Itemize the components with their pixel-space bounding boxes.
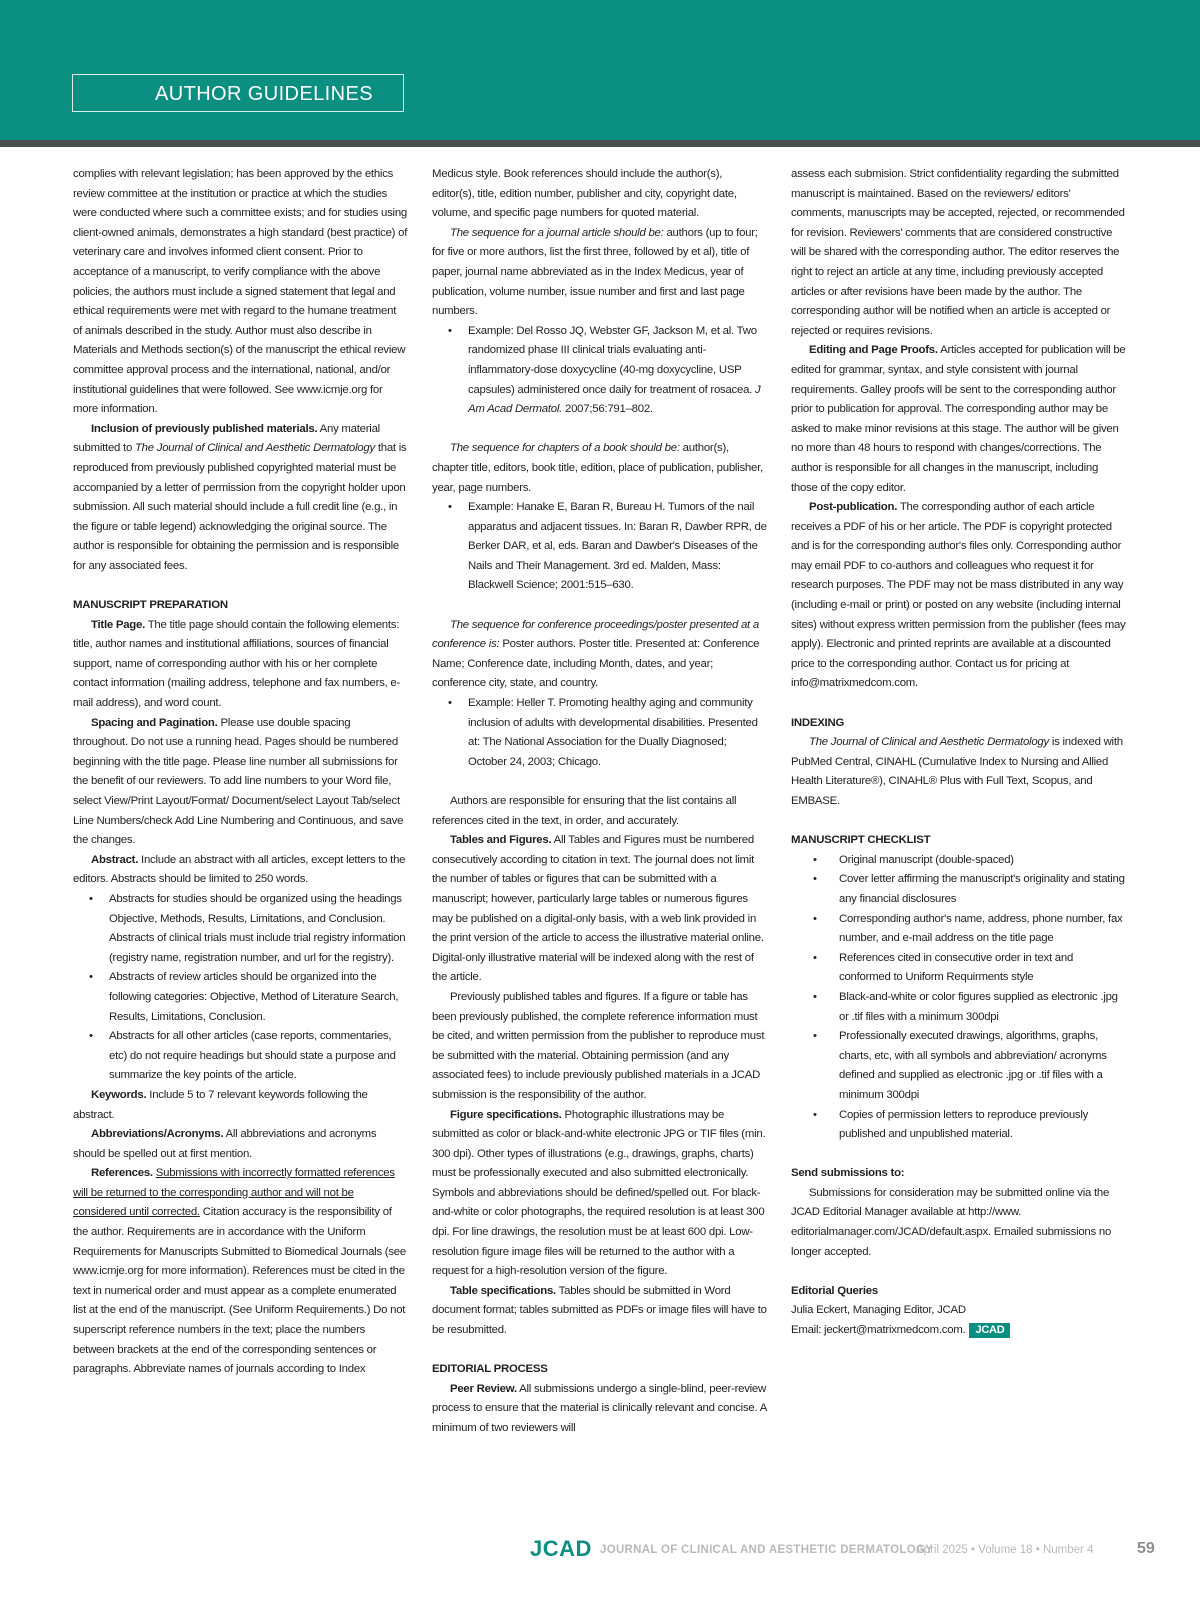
inline-heading: Tables and Figures.: [450, 834, 552, 847]
paragraph-references: [73, 1164, 408, 1380]
underlined-text: Submissions with incorrectly formatted references will be returned to the corresponding author and will not be considered until corrected.: [73, 1167, 395, 1219]
inline-heading: Inclusion of previously published materials.: [91, 422, 318, 435]
inline-heading: Keywords.: [91, 1088, 147, 1101]
inline-heading: Abstract.: [91, 853, 139, 866]
paragraph: assess each submision. Strict confidentiality regarding the submitted manuscript is maintained. Based on the reviewers/ editors' comments, manuscripts may be accepted, rejected, or recommended for revision. Reviewers' comments that are considered constructive will be shared with the corresponding author. The editor reserves the right to reject an article at any time, including previously accepted articles or after revisions have been made by the author. The corresponding author will be notified when an article is accepted or rejected or requires revisions.: [791, 168, 1125, 337]
text: All abbreviations and acronyms should be spelled out at first mention.: [73, 1128, 377, 1160]
text: author(s), chapter title, editors, book title, edition, place of publication, publisher, year, page numbers.: [432, 442, 763, 494]
text: Include 5 to 7 relevant keywords following the abstract.: [73, 1088, 368, 1121]
paragraph: Previously published tables and figures. If a figure or table has been previously published, the complete reference information must be cited, and written permission from the publisher to reproduce must be submitted with the material. Obtaining permission (and any associated fees) to include previously published materials in a JCAD submission is the responsibility of the author.: [432, 990, 765, 1101]
column-2: [432, 165, 767, 1439]
text: Please use double spacing throughout. Do not use a running head. Pages should be numbered beginning with the title page. Please line number all submissions for the benefit of our reviewers. To add line numbers to your Word file, select View/Print Layout/Format/ Document/select Layout Tab/select Line Numbers/check Add Line Numbering and Continuous, and save the changes.: [73, 716, 404, 847]
paragraph-journal-sequence: [432, 224, 767, 322]
page-number: 59: [1137, 1540, 1155, 1557]
inline-heading: Post-publication.: [809, 501, 898, 514]
paragraph-indexing: [791, 733, 1126, 811]
paragraph-inclusion: [73, 420, 408, 577]
text: All submissions undergo a single-blind, peer-review process to ensure that the material is clinically relevant and concise. A minimum of two reviewers will: [432, 1382, 767, 1434]
paragraph-peer-review: [432, 1380, 767, 1439]
section-heading: EDITORIAL PROCESS: [432, 1363, 548, 1376]
inline-heading: References.: [91, 1167, 153, 1180]
journal-abbrev: J Am Acad Dermatol.: [468, 383, 761, 416]
paragraph-conference-sequence: [432, 616, 767, 694]
paragraph-spacing: [73, 714, 408, 851]
paragraph: Medicus style. Book references should include the author(s), editor(s), title, edition number, publisher and city, copyright date, volume, and specific page numbers for quoted material.: [432, 168, 737, 220]
text: All Tables and Figures must be numbered consecutively according to citation in text. The journal does not limit the number of tables or figures that can be submitted with a manuscript; however, particularly large tables or numerous figures may be published on a digital-only basis, with a web link provided in the print version of the article to access the illustrative material online. Digital-only illustrative material will be indexed along with the rest of the article.: [432, 834, 764, 984]
section-heading: Send submissions to:: [791, 1167, 905, 1180]
paragraph: complies with relevant legislation; has been approved by the ethics review committee at the institution or practice at which the studies were conducted where such a committee exists; and for studies using client-owned animals, demonstrates a high standard (best practice) of veterinary care and involves informed client consent. Prior to acceptance of a manuscript, to verify compliance with the above policies, the authors must include a signed statement that legal and ethical requirements were met with regard to the humane treatment of animals described in the study. Author must also describe in Materials and Methods section(s) of the manuscript the ethical review committee approval process and the international, national, and/or institutional guidelines that were followed. See www.icmje.org for more information.: [73, 168, 408, 416]
section-heading: MANUSCRIPT CHECKLIST: [791, 834, 931, 847]
inline-heading: Abbreviations/Acronyms.: [91, 1128, 224, 1141]
text: Any material submitted to: [73, 422, 380, 455]
header-band: [0, 0, 1200, 140]
footer-logo: JCAD: [530, 1536, 592, 1561]
paragraph-title-page: [73, 616, 408, 714]
paragraph-post-publication: [791, 498, 1126, 694]
inline-heading: Table specifications.: [450, 1284, 556, 1297]
chapter-example-list: [432, 498, 767, 596]
checklist-item: • Professionally executed drawings, algorithms, graphs, charts, etc, with all symbols and abbreviation/ acronyms defined and supplied as electronic .jpg or .tif files with a minimum 300dpi: [839, 1027, 1126, 1105]
journal-example-list: [432, 322, 767, 420]
column-3: [791, 165, 1126, 1341]
footer-journal-name: JOURNAL OF CLINICAL AND AESTHETIC DERMATOLOGY: [600, 1544, 934, 1556]
jcad-badge: JCAD: [969, 1323, 1010, 1338]
text: Example: Del Rosso JQ, Webster GF, Jackson M, et al. Two randomized phase III clinical trials evaluating anti-inflammatory-dose doxycycline (40-mg doxycycline, USP capsules) administered once daily for treatment of rosacea.: [468, 324, 757, 396]
section-heading: Editorial Queries: [791, 1284, 878, 1297]
editor-name: Julia Eckert, Managing Editor, JCAD: [791, 1304, 966, 1317]
checklist-item: • Cover letter affirming the manuscript's originality and stating any financial disclosures: [839, 870, 1126, 909]
text: Citation accuracy is the responsibility of the author. Requirements are in accordance with the Uniform Requirements for Manuscripts Submitted to Biomedical Journals (see www.icmje.org for more information). References must be cited in the text in numerical order and must appear as a complete enumerated list at the end of the manuscript. (See Uniform Requirements.) Do not superscript reference numbers in the text; place the numbers between brackets at the end of the corresponding sentences or paragraphs. Abbreviate names of journals according to Index: [73, 1206, 406, 1376]
paragraph-abstract: [73, 851, 408, 890]
journal-name: The Journal of Clinical and Aesthetic Dermatology: [134, 442, 375, 455]
inline-heading: Title Page.: [91, 618, 146, 631]
list-item: • Example: Hanake E, Baran R, Bureau H. Tumors of the nail apparatus and adjacent tissues. In: Baran R, Dawber RPR, de Berker DAR, et al, eds. Baran and Dawber's Diseases of the Nails and Their Management. 3rd ed. Malden, Mass: Blackwell Science; 2001:515–630.: [468, 498, 767, 596]
inline-heading: Spacing and Pagination.: [91, 716, 218, 729]
editor-email[interactable]: Email: jeckert@matrixmedcom.com.: [791, 1324, 966, 1337]
footer-issue: April 2025 • Volume 18 • Number 4: [916, 1544, 1094, 1556]
inline-heading: Figure specifications.: [450, 1108, 562, 1121]
paragraph-table-spec: [432, 1282, 767, 1341]
italic-lead: The sequence for a journal article should be:: [450, 226, 664, 239]
text: Photographic illustrations may be submitted as color or black-and-white electronic JPG or TIF files (min. 300 dpi). Other types of illustrations (e.g., drawings, graphs, charts) must be professionally executed and also submitted electronically. Symbols and abbreviations should be defined/spelled out. For black-and-white or color photographs, the required resolution is at least 300 dpi. For line drawings, the resolution must be at least 600 dpi. Low-resolution figure image files will be returned to the author with a request for a high-resolution version of the figure.: [432, 1108, 766, 1278]
inline-heading: Peer Review.: [450, 1382, 517, 1395]
section-title: AUTHOR GUIDELINES: [72, 74, 404, 112]
checklist-item: • References cited in consecutive order in text and conformed to Uniform Requirments style: [839, 949, 1126, 988]
text: that is reproduced from previously published copyrighted material must be accompanied by a letter of permission from the copyright holder upon submission. All such material should include a full credit line (e.g., in the figure or table legend) acknowledging the original source. The author is responsible for obtaining the permission and is responsible for any associated fees.: [73, 442, 407, 572]
list-item: [468, 322, 767, 420]
paragraph-keywords: [73, 1086, 408, 1125]
editor-email-line: [791, 1321, 1126, 1341]
paragraph-chapter-sequence: [432, 439, 767, 498]
checklist-item: • Black-and-white or color figures supplied as electronic .jpg or .tif files with a minimum 300dpi: [839, 988, 1126, 1027]
text: is indexed with PubMed Central, CINAHL (Cumulative Index to Nursing and Allied Health Literature®), CINAHL® Plus with Full Text, Scopus, and EMBASE.: [791, 736, 1123, 807]
text: Articles accepted for publication will be edited for grammar, syntax, and style consistent with journal requirements. Galley proofs will be sent to the corresponding author prior to publication for approval. The corresponding author may be asked to make minor revisions at this stage. The author will be given no more than 48 hours to respond with changes/corrections. The author is responsible for all changes in the manuscript, including those of the copy editor.: [791, 344, 1126, 494]
paragraph-abbreviations: [73, 1125, 408, 1164]
section-heading: MANUSCRIPT PREPARATION: [73, 599, 228, 612]
page-footer: [0, 1536, 1200, 1566]
list-item: • Abstracts of review articles should be organized into the following categories: Objective, Method of Literature Search, Results, Limitations, Conclusion.: [109, 968, 408, 1027]
paragraph-figure-spec: [432, 1106, 767, 1282]
header-rule: [0, 140, 1200, 147]
italic-lead: The sequence for conference proceedings/poster presented at a conference is:: [432, 618, 759, 651]
text: 2007;56:791–802.: [562, 403, 653, 416]
checklist-item: • Original manuscript (double-spaced): [839, 851, 1126, 871]
text: Tables should be submitted in Word document format; tables submitted as PDFs or image files will have to be resubmitted.: [432, 1284, 767, 1337]
italic-lead: The sequence for chapters of a book should be:: [450, 442, 680, 455]
column-1: [73, 165, 408, 1380]
checklist: [791, 851, 1126, 1145]
inline-heading: Editing and Page Proofs.: [809, 344, 938, 357]
journal-name: The Journal of Clinical and Aesthetic Dermatology: [809, 736, 1049, 749]
list-item: • Abstracts for all other articles (case reports, commentaries, etc) do not require headings but should state a purpose and summarize the key points of the article.: [109, 1027, 408, 1086]
checklist-item: • Corresponding author's name, address, phone number, fax number, and e-mail address on the title page: [839, 910, 1126, 949]
list-item: • Abstracts for studies should be organized using the headings Objective, Methods, Results, Limitations, and Conclusion. Abstracts of clinical trials must include trial registry information (registry name, registration number, and url for the registry).: [109, 890, 408, 968]
paragraph-editing: [791, 341, 1126, 498]
text: The corresponding author of each article receives a PDF of his or her article. The PDF is copyright protected and is for the corresponding author's files only. Corresponding author may email PDF to co-authors and colleagues who request it for research purposes. The PDF may not be mass distributed in any way (including e-mail or print) or posted on any website (including internal sites) without express written permission from the publisher (fees may apply). Electronic and printed reprints are available at a discounted price to the corresponding author. Contact us for pricing at info@matrixmedcom.com.: [791, 501, 1126, 690]
paragraph: Authors are responsible for ensuring that the list contains all references cited in the text, in order, and accurately.: [432, 795, 737, 827]
section-heading: INDEXING: [791, 716, 845, 729]
conference-example-list: [432, 694, 767, 772]
text: The title page should contain the following elements: title, author names and institutional affiliations, sources of financial support, name of corresponding author with his or her complete contact information (mailing address, telephone and fax numbers, e-mail address), and word count.: [73, 618, 401, 710]
paragraph-submissions: Submissions for consideration may be submitted online via the JCAD Editorial Manager available at http://www. editorialmanager.com/JCAD/default.aspx. Emailed submissions no longer accepted.: [791, 1186, 1112, 1258]
paragraph-tables-figures: [432, 831, 767, 988]
checklist-item: • Copies of permission letters to reproduce previously published and unpublished material.: [839, 1106, 1126, 1145]
list-item: • Example: Heller T. Promoting healthy aging and community inclusion of adults with developmental disabilities. Presented at: The National Association for the Dually Diagnosed; October 24, 2003; Chicago.: [468, 694, 767, 772]
abstract-bullet-list: [73, 890, 408, 1086]
text: authors (up to four; for five or more authors, list the first three, followed by et al), title of paper, journal name abbreviated as in the Index Medicus, year of publication, volume number, issue number and first and last page numbers.: [432, 226, 758, 318]
text: Include an abstract with all articles, except letters to the editors. Abstracts should be limited to 250 words.: [73, 853, 406, 886]
text: Poster authors. Poster title. Presented at: Conference Name; Conference date, including Month, dates, and year; conference city, state, and country.: [432, 638, 760, 690]
